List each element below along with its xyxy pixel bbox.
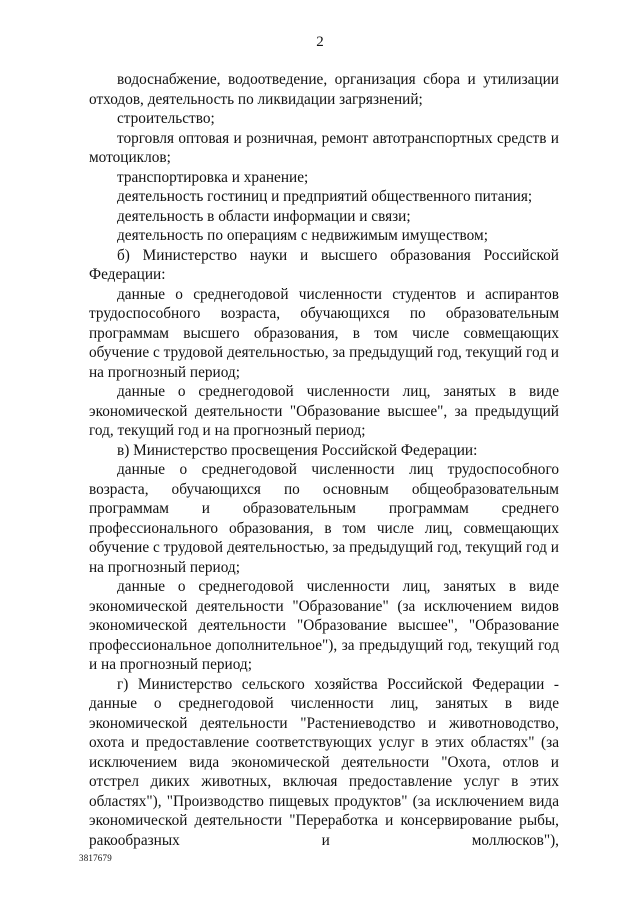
item-c-heading: в) Министерство просвещения Российской Федерации: bbox=[117, 441, 478, 459]
item-c-education: данные о среднегодовой численности лиц, занятых в виде экономической деятельности "Образование" (за исключением видов экономической деятельности "Образование высшее", "Образование профессиональное дополнительное"), за предыдущий год, текущий год и на прогнозный период; bbox=[89, 578, 559, 673]
paragraph-real-estate: деятельность по операциям с недвижимым имуществом; bbox=[117, 227, 488, 244]
paragraph-construction: строительство; bbox=[117, 110, 215, 127]
paragraph-information: деятельность в области информации и связи; bbox=[117, 207, 411, 225]
page-number: 2 bbox=[316, 34, 324, 50]
item-c-students: данные о среднегодовой численности лиц трудоспособного возраста, обучающихся по основным общеобразовательным программам и образовательным программам среднего профессионального образования, в том числе лиц, совмещающих обучение с трудовой деятельностью, за предыдущий год, текущий год и на прогнозный период; bbox=[89, 461, 559, 576]
item-g-agriculture: г) Министерство сельского хозяйства Российской Федерации - данные о среднегодовой численности лиц, занятых в виде экономической деятельности "Растениеводство и животноводство, охота и предоставление соответствующих услуг в этих областях" (за исключением вида экономической деятельности "Охота, отлов и отстрел диких животных, включая предоставление услуг в этих областях"), "Производство пищевых продуктов" (за исключением вида экономической деятельности "Переработка и консервирование рыбы, ракообразных и моллюсков"), bbox=[89, 675, 559, 849]
paragraph-hotels: деятельность гостиниц и предприятий общественного питания; bbox=[117, 188, 533, 205]
item-b-students: данные о среднегодовой численности студентов и аспирантов трудоспособного возраста, обучающихся по образовательным программам высшего образования, в том числе совмещающих обучение с трудовой деятельностью, за предыдущий год, текущий год и на прогнозный период; bbox=[89, 285, 559, 381]
paragraph-water-supply: водоснабжение, водоотведение, организация сбора и утилизации отходов, деятельность по ликвидации загрязнений; bbox=[89, 71, 559, 108]
document-body bbox=[89, 70, 559, 850]
item-b-heading: б) Министерство науки и высшего образования Российской Федерации: bbox=[89, 246, 559, 283]
paragraph-transport: транспортировка и хранение; bbox=[117, 168, 309, 186]
document-code: 3817679 bbox=[79, 853, 112, 863]
paragraph-trade: торговля оптовая и розничная, ремонт автотранспортных средств и мотоциклов; bbox=[89, 129, 559, 166]
item-b-higher-education: данные о среднегодовой численности лиц, занятых в виде экономической деятельности "Образование высшее", за предыдущий год, текущий год и на прогнозный период; bbox=[89, 383, 559, 439]
